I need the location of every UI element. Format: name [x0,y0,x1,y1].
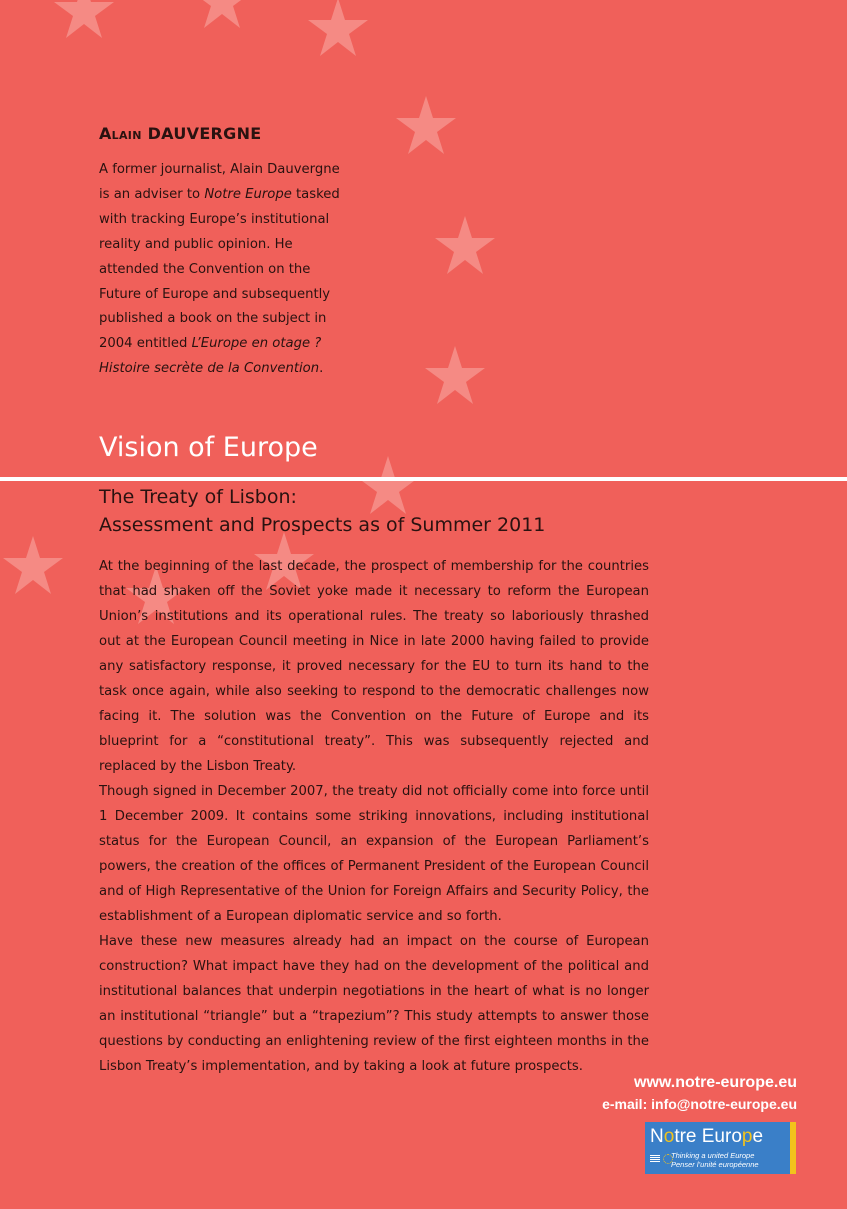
star-icon [435,216,495,274]
document-title-line-1: The Treaty of Lisbon: [99,486,297,508]
logo-tagline [671,1151,759,1169]
email-link[interactable]: e-mail: info@notre-europe.eu [602,1096,797,1112]
abstract-paragraph: Though signed in December 2007, the treaty did not officially come into force until 1 December 2009. It contains some striking innovations, including institutional status for the European Council, an expansion of the European Parliament’s powers, the creation of the offices of Permanent President of the European Council and of High Representative of the Union for Foreign Affairs and Security Policy, the establishment of a European diplomatic service and so forth. [99,784,649,924]
star-icon [425,346,485,404]
series-title: Vision of Europe [99,432,318,463]
logo-wordmark: Notre Europe [650,1126,764,1147]
eu-flag-icon [650,1155,660,1163]
abstract-paragraph: At the beginning of the last decade, the prospect of membership for the countries that had shaken off the Soviet yoke made it necessary to reform the European Union’s institutions and its operational rules. The treaty so laboriously thrashed out at the European Council meeting in Nice in late 2000 having failed to provide any satisfactory response, it proved necessary for the EU to turn its hand to the task once again, while also seeking to respond to the democratic challenges now facing it. The solution was the Convention on the Future of Europe and its blueprint for a “constitutional treaty”. This was subsequently rejected and replaced by the Lisbon Treaty. [99,559,649,774]
star-icon [308,0,368,56]
star-icon [192,0,252,28]
abstract-body [99,554,649,1079]
logo-tagline-fr: Penser l’unité européenne [671,1160,759,1169]
bio-text: tasked with tracking Europe’s institutional reality and public opinion. He attended the Convention on the Future of Europe and subsequently published a book on the subject in 2004 entitled [99,186,340,352]
star-icon [3,536,63,594]
abstract-paragraph: Have these new measures already had an impact on the course of European construction? What impact have they had on the development of the political and institutional balances that underpin negotiations in the heart of what is no longer an institutional “triangle” but a “trapezium”? This study attempts to answer those questions by conducting an enlightening review of the first eighteen months in the Lisbon Treaty’s implementation, and by taking a look at future prospects. [99,934,649,1074]
bio-text: A former journalist, Alain Dauvergne is an adviser to [99,162,340,202]
author-name: Alain DAUVERGNE [99,124,262,143]
star-icon [54,0,114,38]
divider-line [0,477,847,481]
notre-europe-logo [645,1122,796,1174]
bio-text: . [319,361,324,377]
bio-organization: Notre Europe [204,186,292,202]
contact-block [602,1073,797,1115]
website-link[interactable]: www.notre-europe.eu [634,1074,797,1091]
document-title [99,483,545,539]
bio-book-title: L’Europe en otage ? Histoire secrète de la Convention [99,336,322,377]
author-bio [99,158,349,382]
document-title-line-2: Assessment and Prospects as of Summer 2011 [99,514,546,536]
logo-tagline-en: Thinking a united Europe [671,1151,755,1160]
star-icon [396,96,456,154]
